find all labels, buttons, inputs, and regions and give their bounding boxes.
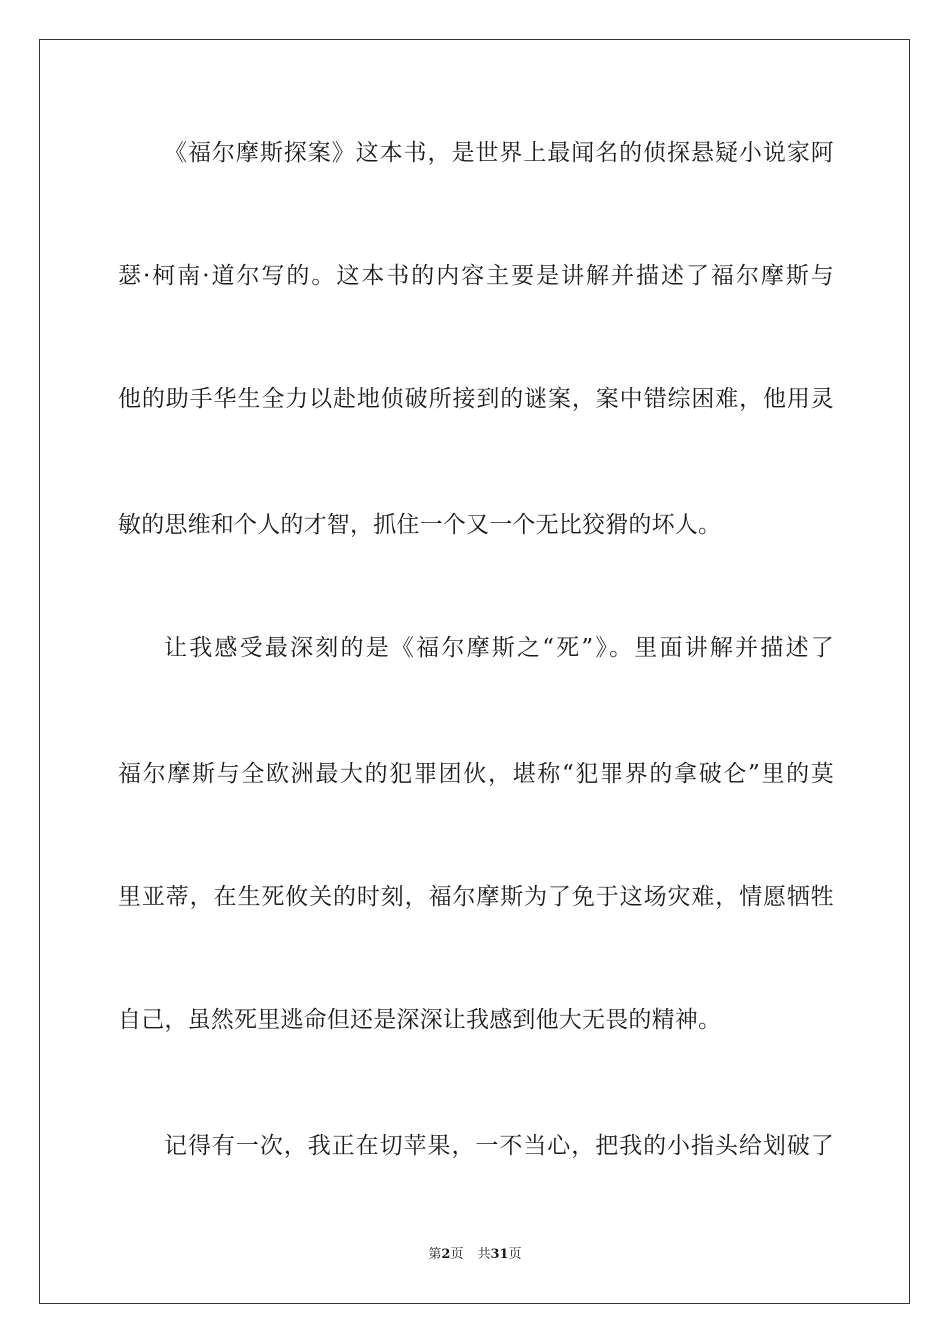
page-footer (0, 1246, 950, 1264)
page-number: 2 (441, 1247, 451, 1262)
page-border (39, 39, 910, 1304)
text-line: 《福尔摩斯探案》这本书，是世界上最闻名的侦探悬疑小说家阿 (164, 140, 834, 166)
total-suffix: 页 (508, 1247, 522, 1262)
total-pages: 31 (490, 1247, 509, 1262)
page-suffix: 页 (450, 1247, 464, 1262)
text-line: 敏的思维和个人的才智，抓住一个又一个无比狡猾的坏人。 (118, 512, 722, 538)
total-prefix: 共 (477, 1247, 491, 1262)
text-line: 让我感受最深刻的是《福尔摩斯之“死”》。里面讲解并描述了 (164, 635, 834, 661)
text-line: 记得有一次，我正在切苹果，一不当心，把我的小指头给划破了 (164, 1133, 834, 1159)
text-line: 他的助手华生全力以赴地侦破所接到的谜案，案中错综困难，他用灵 (118, 386, 834, 412)
page-prefix: 第 (428, 1247, 442, 1262)
text-line: 瑟·柯南·道尔写的。这本书的内容主要是讲解并描述了福尔摩斯与 (118, 263, 834, 289)
text-line: 里亚蒂，在生死攸关的时刻，福尔摩斯为了免于这场灾难，情愿牺牲 (118, 884, 834, 910)
text-line: 福尔摩斯与全欧洲最大的犯罪团伙，堪称“犯罪界的拿破仑”里的莫 (118, 761, 834, 787)
text-line: 自己，虽然死里逃命但还是深深让我感到他大无畏的精神。 (118, 1007, 722, 1033)
